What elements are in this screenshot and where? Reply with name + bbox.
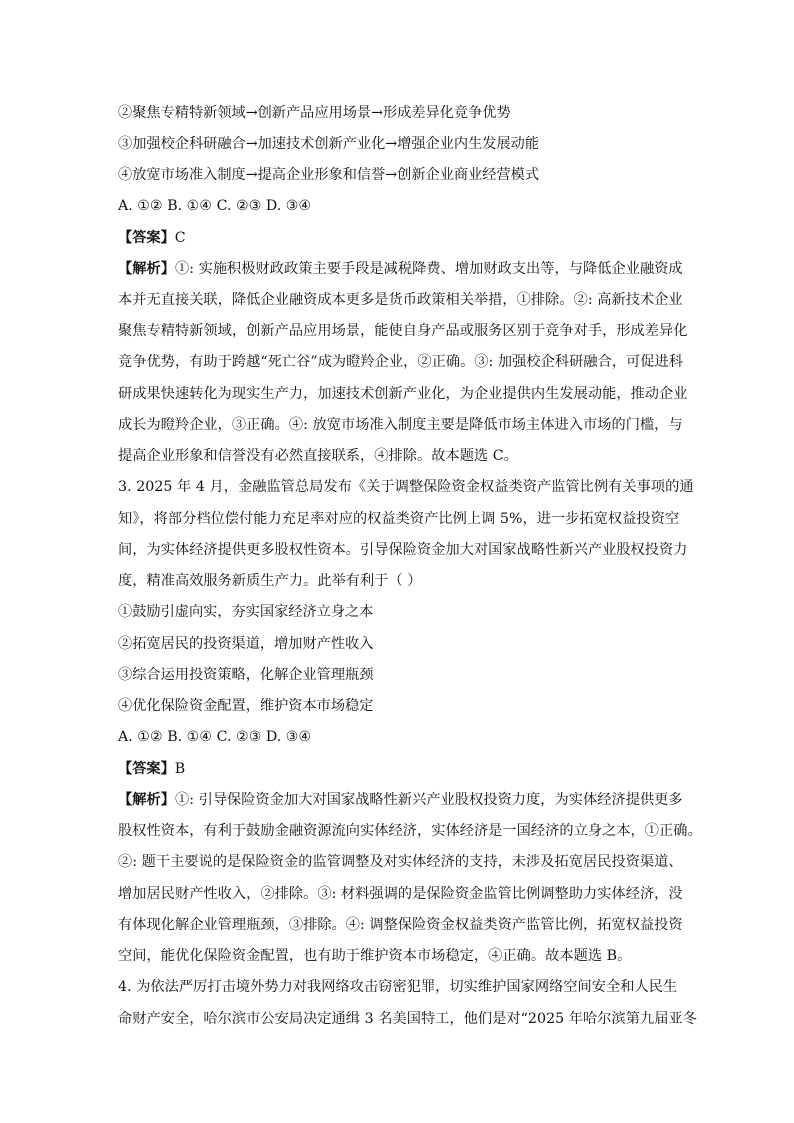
q4-stem-line: 4. 为依法严厉打击境外势力对我网络攻击窃密犯罪，切实维护国家网络空间安全和人民生 <box>118 979 678 995</box>
q2-analysis-line: 研成果快速转化为现实生产力，加速技术创新产业化，为企业提供内生发展动能，推动企业 <box>118 386 688 402</box>
q3-analysis-line: 【解析】①: 引导保险资金加大对国家战略性新兴产业股权投资力度，为实体经济提供更多 <box>118 792 683 808</box>
q2-option-4: ④放宽市场准入制度→提高企业形象和信誉→创新企业商业经营模式 <box>118 167 540 183</box>
q3-analysis-line: 有体现化解企业管理瓶颈，③排除。④: 调整保险资金权益类资产监管比例，拓宽权益投资 <box>118 917 683 933</box>
q2-answer <box>118 228 186 248</box>
q3-option-2: ②拓宽居民的投资渠道，增加财产性收入 <box>118 636 374 652</box>
q3-option-1: ①鼓励引虚向实，夯实国家经济立身之本 <box>118 604 374 620</box>
q3-option-3: ③综合运用投资策略，化解企业管理瓶颈 <box>118 667 374 683</box>
q2-analysis-line: 成长为瞪羚企业，③正确。④: 放宽市场准入制度主要是降低市场主体进入市场的门槛，与 <box>118 417 683 433</box>
q2-choices: A. ①② B. ①④ C. ②③ D. ③④ <box>118 198 312 214</box>
q2-analysis-line: 【解析】①: 实施积极财政政策主要手段是减税降费、增加财政支出等，与降低企业融资成 <box>118 261 683 277</box>
q3-stem-line: 3. 2025 年 4 月，金融监管总局发布《关于调整保险资金权益类资产监管比例有关事项的通 <box>118 479 694 495</box>
q2-analysis-line: 提高企业形象和信誉没有必然直接联系，④排除。故本题选 C。 <box>118 448 518 464</box>
answer-value: C <box>174 230 186 246</box>
q3-answer <box>118 759 185 779</box>
q2-option-3: ③加强校企科研融合→加速技术创新产业化→增强企业内生发展动能 <box>118 136 540 152</box>
q3-analysis-line: 增加居民财产性收入，②排除。③: 材料强调的是保险资金监管比例调整助力实体经济，没 <box>118 886 683 902</box>
answer-label: 【答案】 <box>118 761 175 777</box>
q4-stem-line: 命财产安全，哈尔滨市公安局决定通缉 3 名美国特工，他们是对“2025 年哈尔滨第九届亚冬 <box>118 1011 697 1027</box>
answer-label: 【答案】 <box>118 230 175 246</box>
q3-option-4: ④优化保险资金配置，维护资本市场稳定 <box>118 698 374 714</box>
q3-choices: A. ①② B. ①④ C. ②③ D. ③④ <box>118 729 312 745</box>
q3-stem-line: 度，精准高效服务新质生产力。此举有利于（ ） <box>118 573 422 589</box>
q2-option-2: ②聚焦专精特新领域→创新产品应用场景→形成差异化竞争优势 <box>118 105 511 121</box>
q3-analysis-line: ②: 题干主要说的是保险资金的监管调整及对实体经济的支持，未涉及拓宽居民投资渠道、 <box>118 854 683 870</box>
q3-analysis-line: 空间，能优化保险资金配置，也有助于维护资本市场稳定，④正确。故本题选 B。 <box>118 948 632 964</box>
analysis-label: 【解析】 <box>118 792 175 808</box>
answer-value: B <box>174 761 186 777</box>
q2-analysis-line: 本并无直接关联，降低企业融资成本更多是货币政策相关举措，①排除。②: 高新技术企业 <box>118 292 683 308</box>
q3-stem-line: 间，为实体经济提供更多股权性资本。引导保险资金加大对国家战略性新兴产业股权投资力 <box>118 542 688 558</box>
analysis-label: 【解析】 <box>118 261 175 277</box>
q2-analysis-line: 聚焦专精特新领域，创新产品应用场景，能使自身产品或服务区别于竞争对手，形成差异化 <box>118 323 688 339</box>
q3-stem-line: 知》，将部分档位偿付能力充足率对应的权益类资产比例上调 5%，进一步拓宽权益投资空 <box>118 511 680 527</box>
q3-analysis-line: 股权性资本，有利于鼓励金融资源流向实体经济，实体经济是一国经济的立身之本，①正确。 <box>118 823 702 839</box>
q2-analysis-line: 竞争优势，有助于跨越“死亡谷”成为瞪羚企业，②正确。③: 加强校企科研融合，可促进科 <box>118 354 684 370</box>
